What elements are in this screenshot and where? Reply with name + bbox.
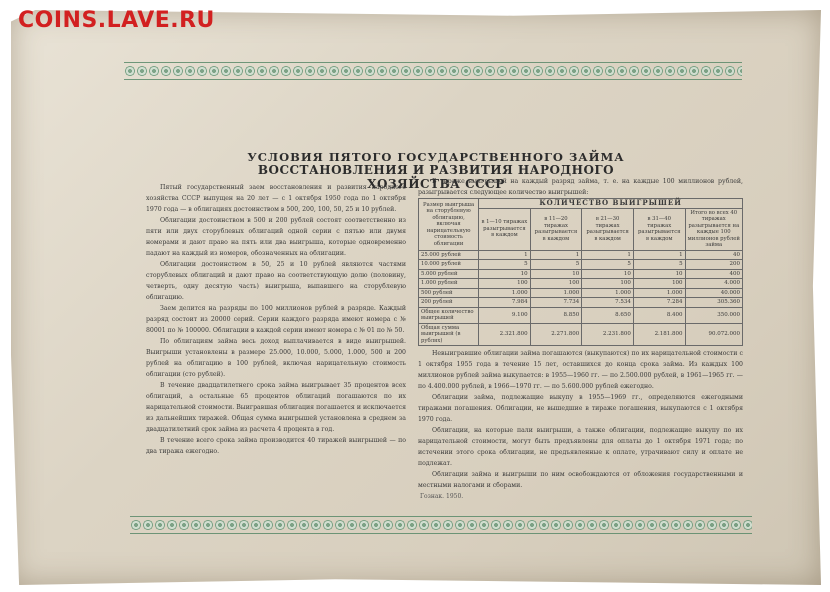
paragraph: По облигациям займа весь доход выплачивается в виде выигрышей. Выигрыши установлены в размере 25.000, 10.000, 5.000, 1.000, 500 и 200 рублей на облигацию в 100 рублей, включая нарицательную стоимость облигации (сто рублей).	[146, 338, 406, 378]
cell: 2.181.800	[633, 323, 685, 346]
cell: 40.000	[685, 288, 742, 298]
row-label: Общее количество выигрышей	[419, 307, 479, 323]
left-conditions-column	[146, 182, 406, 457]
row-label: 1.000 рублей	[419, 279, 479, 289]
cell: 400	[685, 269, 742, 279]
row-label: 5.000 рублей	[419, 269, 479, 279]
cell: 1.000	[633, 288, 685, 298]
col-header: в 21—30 тиражах разыгрывается в каждом	[582, 208, 634, 250]
row-label: 500 рублей	[419, 288, 479, 298]
cell: 2.321.800	[479, 323, 530, 346]
row-label: 25.000 рублей	[419, 250, 479, 260]
cell: 2.271.800	[530, 323, 582, 346]
cell: 1	[633, 250, 685, 260]
guilloche-border-bottom	[130, 516, 752, 534]
cell: 200	[685, 260, 742, 270]
row-label: Общая сумма выигрышей (в рублях)	[419, 323, 479, 346]
cell: 100	[582, 279, 634, 289]
paragraph: Облигации достоинством в 500 и 200 рублей состоят соответственно из пяти или двух сторублевых облигаций одной серии с пятью или двумя номерами и дают право на пять или два выигрыша, которые одновременно падают на каждый из номеров, обозначенных на облигации.	[146, 217, 406, 257]
row-label: 200 рублей	[419, 298, 479, 308]
cell: 9.100	[479, 307, 530, 323]
cell: 1	[530, 250, 582, 260]
cell: 5	[479, 260, 530, 270]
table-header-row	[419, 199, 743, 209]
cell: 10	[479, 269, 530, 279]
paragraph: В течение всего срока займа производится 40 тиражей выигрышей — по два тиража ежегодно.	[146, 437, 406, 455]
row-label: 10.000 рублей	[419, 260, 479, 270]
cell: 7.984	[479, 298, 530, 308]
cell: 40	[685, 250, 742, 260]
cell: 100	[530, 279, 582, 289]
col-group-header: КОЛИЧЕСТВО ВЫИГРЫШЕЙ	[479, 199, 743, 209]
table-intro: В тираже выигрышей на каждый разряд займа, т. е. на каждые 100 миллионов рублей, разыгрывается следующее количество выигрышей:	[418, 178, 743, 196]
paragraph: Невыигравшие облигации займа погашаются (выкупаются) по их нарицательной стоимости с 1 октября 1955 года в течение 15 лет, оставшихся до конца срока займа. Из каждых 100 миллионов рублей займа выкупается: в 1955—1960 гг. — по 2.500.000 рублей, в 1961—1965 гг. — по 4.400.000 рублей, в 1966—1970 гг. — по 5.600.000 рублей ежегодно.	[418, 350, 743, 390]
col-header: в 1—10 тиражах разыгрывается в каждом	[479, 208, 530, 250]
paragraph: Облигации, на которые пали выигрыши, а также облигации, подлежащие выкупу по их нарицательной стоимости, могут быть предъявлены для оплаты до 1 октября 1971 года; по истечении этого срока облигации, не предъявленные к оплате, утрачивают силу и оплате не подлежат.	[418, 427, 743, 467]
site-watermark: COINS.LAVE.RU	[18, 8, 215, 33]
guilloche-border-top	[124, 62, 742, 80]
cell: 1.000	[530, 288, 582, 298]
table-row	[419, 288, 743, 298]
cell: 2.231.800	[582, 323, 634, 346]
document-title-line1: УСЛОВИЯ ПЯТОГО ГОСУДАРСТВЕННОГО ЗАЙМА	[247, 150, 625, 164]
cell: 1.000	[582, 288, 634, 298]
table-total-row	[419, 323, 743, 346]
paragraph: Пятый государственный заем восстановления и развития народного хозяйства СССР выпущен на 20 лет — с 1 октября 1950 года по 1 октября 1970 года — в облигациях достоинством в 500, 200, 100, 50, 25 и 10 рублей.	[146, 184, 406, 213]
col-header: в 11—20 тиражах разыгрывается в каждом	[530, 208, 582, 250]
document-title-line2: ВОССТАНОВЛЕНИЯ И РАЗВИТИЯ НАРОДНОГО ХОЗЯЙСТВА СССР	[257, 163, 615, 191]
paragraph: Облигации займа и выигрыши по ним освобождаются от обложения государственными и местными налогами и сборами.	[418, 471, 743, 489]
cell: 305.360	[685, 298, 742, 308]
paragraph: Заем делится на разряды по 100 миллионов рублей в разряде. Каждый разряд состоит из 20000 серий. Серии каждого разряда имеют номера с № 80001 по № 100000. Облигации в каждой серии имеют номера с № 01 по № 50.	[146, 305, 406, 334]
cell: 10	[530, 269, 582, 279]
cell: 100	[633, 279, 685, 289]
table-row	[419, 269, 743, 279]
paragraph: Облигации достоинством в 50, 25 и 10 рублей являются частями сторублевых облигаций и дают право на соответствующую долю (половину, четверть, одну десятую часть) выигрыша, выпавшего на сторублевую облигацию.	[146, 261, 406, 301]
cell: 7.534	[582, 298, 634, 308]
col-header: Итого во всех 40 тиражах разыгрывается на каждые 100 миллионов рублей займа	[685, 208, 742, 250]
table-row	[419, 279, 743, 289]
cell: 1	[479, 250, 530, 260]
cell: 350.000	[685, 307, 742, 323]
col-header-prize: Размер выигрыша на сторублевую облигацию, включая нарицательную стоимость облигации	[419, 199, 479, 251]
cell: 4.000	[685, 279, 742, 289]
cell: 5	[582, 260, 634, 270]
cell: 8.400	[633, 307, 685, 323]
table-row	[419, 250, 743, 260]
cell: 5	[530, 260, 582, 270]
cell: 8.850	[530, 307, 582, 323]
cell: 10	[633, 269, 685, 279]
cell: 5	[633, 260, 685, 270]
printer-imprint: Гознак. 1950.	[420, 493, 464, 500]
table-row	[419, 260, 743, 270]
table-row	[419, 298, 743, 308]
cell: 10	[582, 269, 634, 279]
cell: 90.072.000	[685, 323, 742, 346]
cell: 1.000	[479, 288, 530, 298]
paragraph: В течение двадцатилетнего срока займа выигрывает 35 процентов всех облигаций, а остальные 65 процентов облигаций погашаются по их нарицательной стоимости. Выигравшая облигация погашается и исключается из дальнейших тиражей. Общая сумма выигрышей установлена в среднем за двадцатилетний срок займа из расчета 4 процента в год.	[146, 382, 406, 433]
table-total-row	[419, 307, 743, 323]
right-conditions-column	[418, 348, 743, 491]
cell: 7.734	[530, 298, 582, 308]
cell: 1	[582, 250, 634, 260]
paragraph: Облигации займа, подлежащие выкупу в 1955—1969 гг., определяются ежегодными тиражами погашения. Облигации, не вышедшие в тираже погашения, выкупаются с 1 октября 1970 года.	[418, 394, 743, 423]
winnings-table	[418, 198, 743, 346]
cell: 7.284	[633, 298, 685, 308]
col-header: в 31—40 тиражах разыгрывается в каждом	[633, 208, 685, 250]
cell: 8.650	[582, 307, 634, 323]
cell: 100	[479, 279, 530, 289]
